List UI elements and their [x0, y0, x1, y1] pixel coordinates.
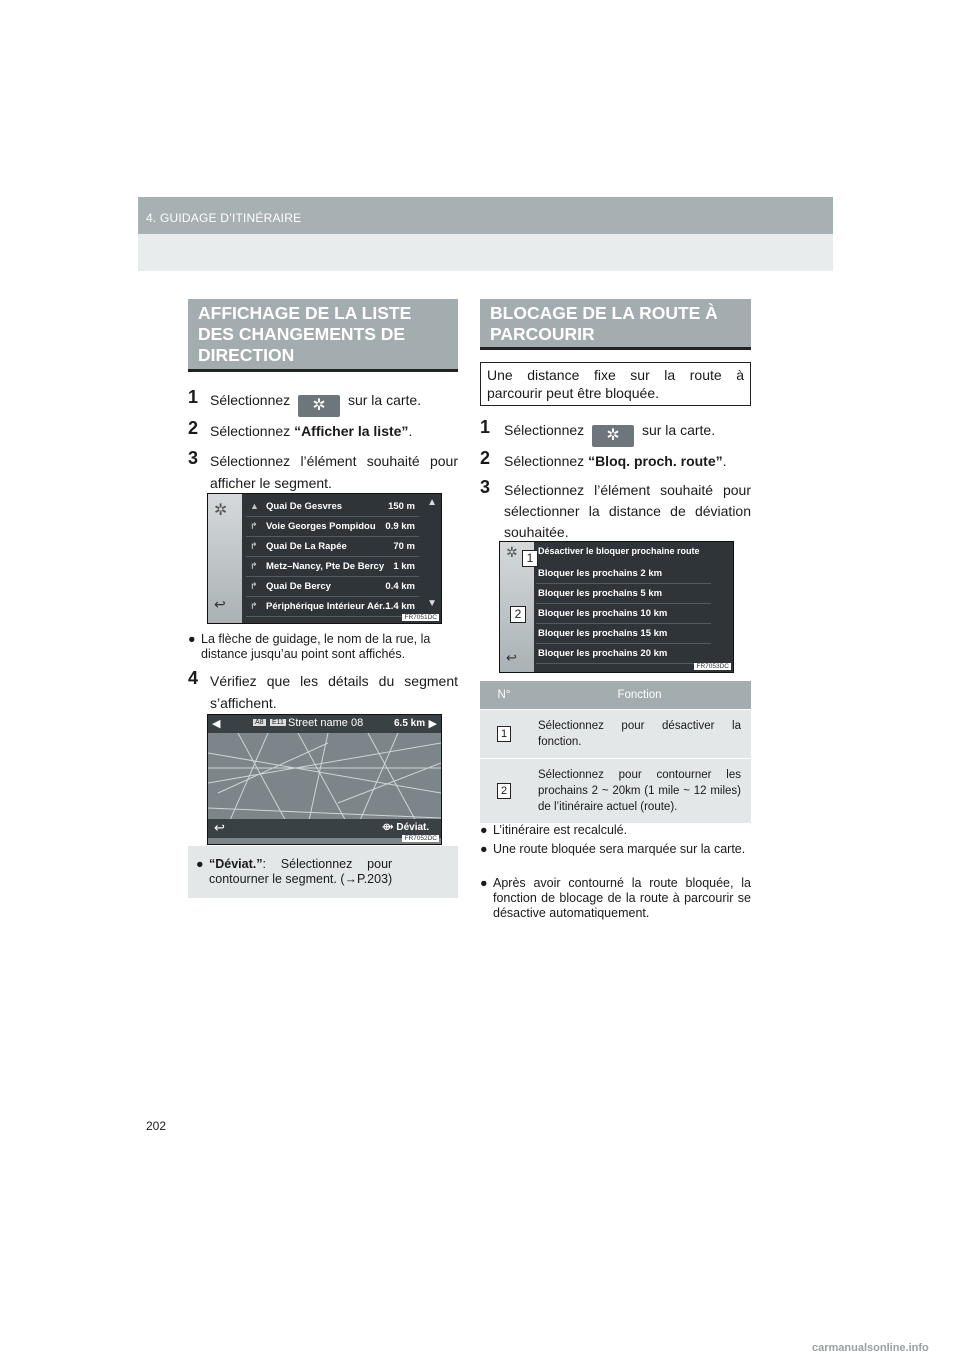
back-icon: ↩	[506, 650, 517, 665]
chapter-title: 4. GUIDAGE D’ITINÉRAIRE	[146, 211, 302, 225]
table-row: 2 Sélectionnez pour contourner les prochains 2 ~ 20km (1 mile ~ 12 miles) de l’itinéraire actuel (route).	[480, 759, 751, 824]
header-subband	[138, 234, 833, 271]
list-item: Bloquer les prochains 10 km	[536, 604, 711, 624]
screenshot-direction-list: ✲ ↩ ▲ Quai De Gesvres 150 m ↱ Voie Georges Pompidou 0.9 km ↱ Quai De La Rapée 70 m ↱ Metz–Nancy, Pte De Bercy 1 km ↱ Quai De Bercy 0.4 km ↱ Périphérique Intérieur Aér... 1.4 km ▲ ▼ FR7051DC	[207, 493, 442, 624]
turn-icon: ↱	[250, 541, 258, 551]
page-number: 202	[146, 1119, 167, 1133]
turn-icon: ▲	[250, 501, 259, 511]
section-heading-direction-list: AFFICHAGE DE LA LISTE DES CHANGEMENTS DE DIRECTION	[188, 299, 458, 372]
list-item: ↱ Quai De La Rapée 70 m	[246, 537, 419, 557]
next-arrow-icon: ▶	[428, 718, 437, 730]
scroll-down-icon: ▼	[427, 598, 437, 609]
deviate-button: ⟴ Déviat.	[382, 822, 430, 833]
list-item: Bloquer les prochains 20 km	[536, 644, 711, 664]
list-item: Bloquer les prochains 15 km	[536, 624, 711, 644]
note-deviate: ● “Déviat.”: Sélectionnez pour contourner le segment. (→P.203)	[188, 846, 458, 898]
list-item: ↱ Voie Georges Pompidou 0.9 km	[246, 517, 419, 537]
settings-gear-icon: ✲	[214, 502, 228, 519]
table-row: 1 Sélectionnez pour désactiver la fonction.	[480, 710, 751, 759]
settings-gear-icon: ✲	[592, 425, 634, 447]
callout-1: 1	[522, 550, 538, 567]
list-item: ↱ Metz–Nancy, Pte De Bercy 1 km	[246, 557, 419, 577]
distance-label: 6.5 km	[394, 718, 426, 729]
function-table	[480, 681, 751, 824]
list-item: Bloquer les prochains 5 km	[536, 584, 711, 604]
intro-box: Une distance fixe sur la route à parcourir peut être bloquée.	[480, 362, 751, 406]
turn-icon: ↱	[250, 521, 258, 531]
back-icon: ↩	[214, 820, 225, 835]
list-item: ↱ Périphérique Intérieur Aér... 1.4 km	[246, 597, 419, 617]
map-streets	[208, 733, 441, 825]
turn-icon: ↱	[250, 601, 258, 611]
scroll-up-icon: ▲	[427, 497, 437, 508]
screenshot-segment-map: ◀ A8 E11 Street name 08 6.5 km ▶ ↩ ⟴ Déviat. FR7052DC	[207, 714, 442, 845]
settings-gear-icon: ✲	[506, 544, 518, 560]
section-heading-block-route: BLOCAGE DE LA ROUTE À PARCOURIR	[480, 299, 751, 350]
screenshot-block-route: ✲ ↩ Désactiver le bloquer prochaine route Bloquer les prochains 2 km Bloquer les prochains 5 km Bloquer les prochains 10 km Bloquer les prochains 15 km Bloquer les prochains 20 km 1 2 FR7053DC	[499, 541, 734, 673]
previous-arrow-icon: ◀	[212, 718, 221, 730]
street-name: Street name 08	[288, 717, 364, 729]
turn-icon: ↱	[250, 561, 258, 571]
table-header: N° Fonction	[480, 681, 751, 710]
list-item: ↱ Quai De Bercy 0.4 km	[246, 577, 419, 597]
footer-watermark: carmanualsonline.info	[812, 1342, 929, 1354]
road-badge: A8	[255, 719, 264, 726]
disable-block-option: Désactiver le bloquer prochaine route	[538, 546, 700, 556]
settings-gear-icon: ✲	[298, 395, 340, 417]
detour-icon: ⟴	[382, 822, 397, 833]
back-icon: ↩	[214, 596, 226, 612]
list-item: ▲ Quai De Gesvres 150 m	[246, 497, 419, 517]
road-badge-2: E11	[272, 719, 284, 726]
callout-2: 2	[510, 606, 526, 623]
list-item: Bloquer les prochains 2 km	[536, 564, 711, 584]
turn-icon: ↱	[250, 581, 258, 591]
